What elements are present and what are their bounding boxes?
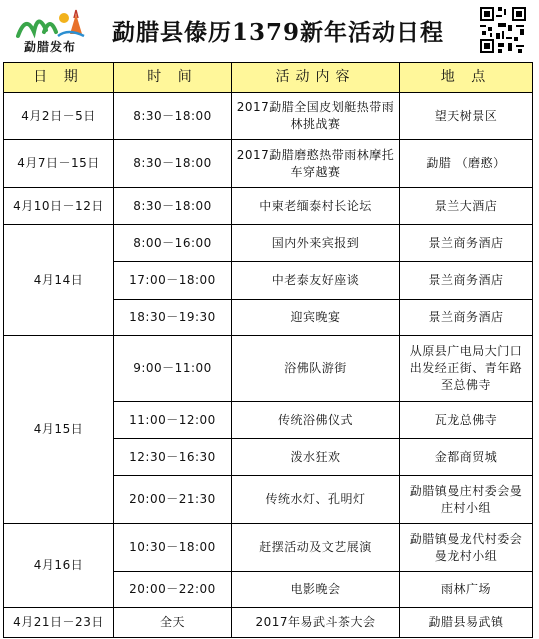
place-cell: 勐腊镇曼庄村委会曼庄村小组 xyxy=(400,476,533,524)
place-cell: 景兰大酒店 xyxy=(400,188,533,225)
event-cell: 泼水狂欢 xyxy=(232,439,400,476)
date-cell: 4月16日 xyxy=(4,524,114,608)
date-cell: 4月2日－5日 xyxy=(4,93,114,140)
table-row xyxy=(4,524,533,572)
event-cell: 迎宾晚宴 xyxy=(232,300,400,336)
time-cell: 8:30－18:00 xyxy=(114,140,232,188)
place-cell: 雨林广场 xyxy=(400,572,533,608)
place-cell: 景兰商务酒店 xyxy=(400,300,533,336)
table-row xyxy=(4,336,533,402)
event-cell: 2017勐腊全国皮划艇热带雨林挑战赛 xyxy=(232,93,400,140)
place-cell: 瓦龙总佛寺 xyxy=(400,402,533,439)
time-cell: 17:00－18:00 xyxy=(114,262,232,300)
time-cell: 8:30－18:00 xyxy=(114,93,232,140)
event-cell: 传统浴佛仪式 xyxy=(232,402,400,439)
time-cell: 20:00－22:00 xyxy=(114,572,232,608)
event-cell: 2017年易武斗茶大会 xyxy=(232,608,400,638)
event-cell: 浴佛队游街 xyxy=(232,336,400,402)
logo-text: 勐腊发布 xyxy=(24,40,77,54)
column-header-place: 地 点 xyxy=(400,63,533,93)
page-title: 勐腊县傣历1379新年活动日程 xyxy=(112,19,445,46)
place-cell: 景兰商务酒店 xyxy=(400,225,533,262)
table-row xyxy=(4,225,533,262)
event-cell: 赶摆活动及文艺展演 xyxy=(232,524,400,572)
time-cell: 8:30－18:00 xyxy=(114,188,232,225)
table-row xyxy=(4,140,533,188)
event-cell: 传统水灯、孔明灯 xyxy=(232,476,400,524)
place-cell: 从原县广电局大门口出发经正街、青年路至总佛寺 xyxy=(400,336,533,402)
time-cell: 18:30－19:30 xyxy=(114,300,232,336)
event-cell: 中柬老缅泰村长论坛 xyxy=(232,188,400,225)
time-cell: 11:00－12:00 xyxy=(114,402,232,439)
column-header-time: 时 间 xyxy=(114,63,232,93)
table-row xyxy=(4,93,533,140)
place-cell: 望天树景区 xyxy=(400,93,533,140)
time-cell: 20:00－21:30 xyxy=(114,476,232,524)
table-header-row xyxy=(4,63,533,93)
event-cell: 国内外来宾报到 xyxy=(232,225,400,262)
place-cell: 勐腊县易武镇 xyxy=(400,608,533,638)
time-cell: 10:30－18:00 xyxy=(114,524,232,572)
place-cell: 勐腊镇曼龙代村委会曼龙村小组 xyxy=(400,524,533,572)
date-cell: 4月21日－23日 xyxy=(4,608,114,638)
column-header-event: 活动内容 xyxy=(232,63,400,93)
date-cell: 4月7日－15日 xyxy=(4,140,114,188)
event-cell: 电影晚会 xyxy=(232,572,400,608)
schedule-table xyxy=(3,62,533,638)
event-cell: 中老泰友好座谈 xyxy=(232,262,400,300)
date-cell: 4月15日 xyxy=(4,336,114,524)
column-header-date: 日 期 xyxy=(4,63,114,93)
page-header xyxy=(0,0,539,58)
table-row xyxy=(4,188,533,225)
place-cell: 景兰商务酒店 xyxy=(400,262,533,300)
time-cell: 8:00－16:00 xyxy=(114,225,232,262)
table-row xyxy=(4,608,533,638)
qr-code-icon xyxy=(478,5,528,55)
date-cell: 4月14日 xyxy=(4,225,114,336)
place-cell: 金都商贸城 xyxy=(400,439,533,476)
time-cell: 全天 xyxy=(114,608,232,638)
place-cell: 勐腊 （磨憨） xyxy=(400,140,533,188)
event-cell: 2017勐腊磨憨热带雨林摩托车穿越赛 xyxy=(232,140,400,188)
time-cell: 12:30－16:30 xyxy=(114,439,232,476)
date-cell: 4月10日－12日 xyxy=(4,188,114,225)
time-cell: 9:00－11:00 xyxy=(114,336,232,402)
